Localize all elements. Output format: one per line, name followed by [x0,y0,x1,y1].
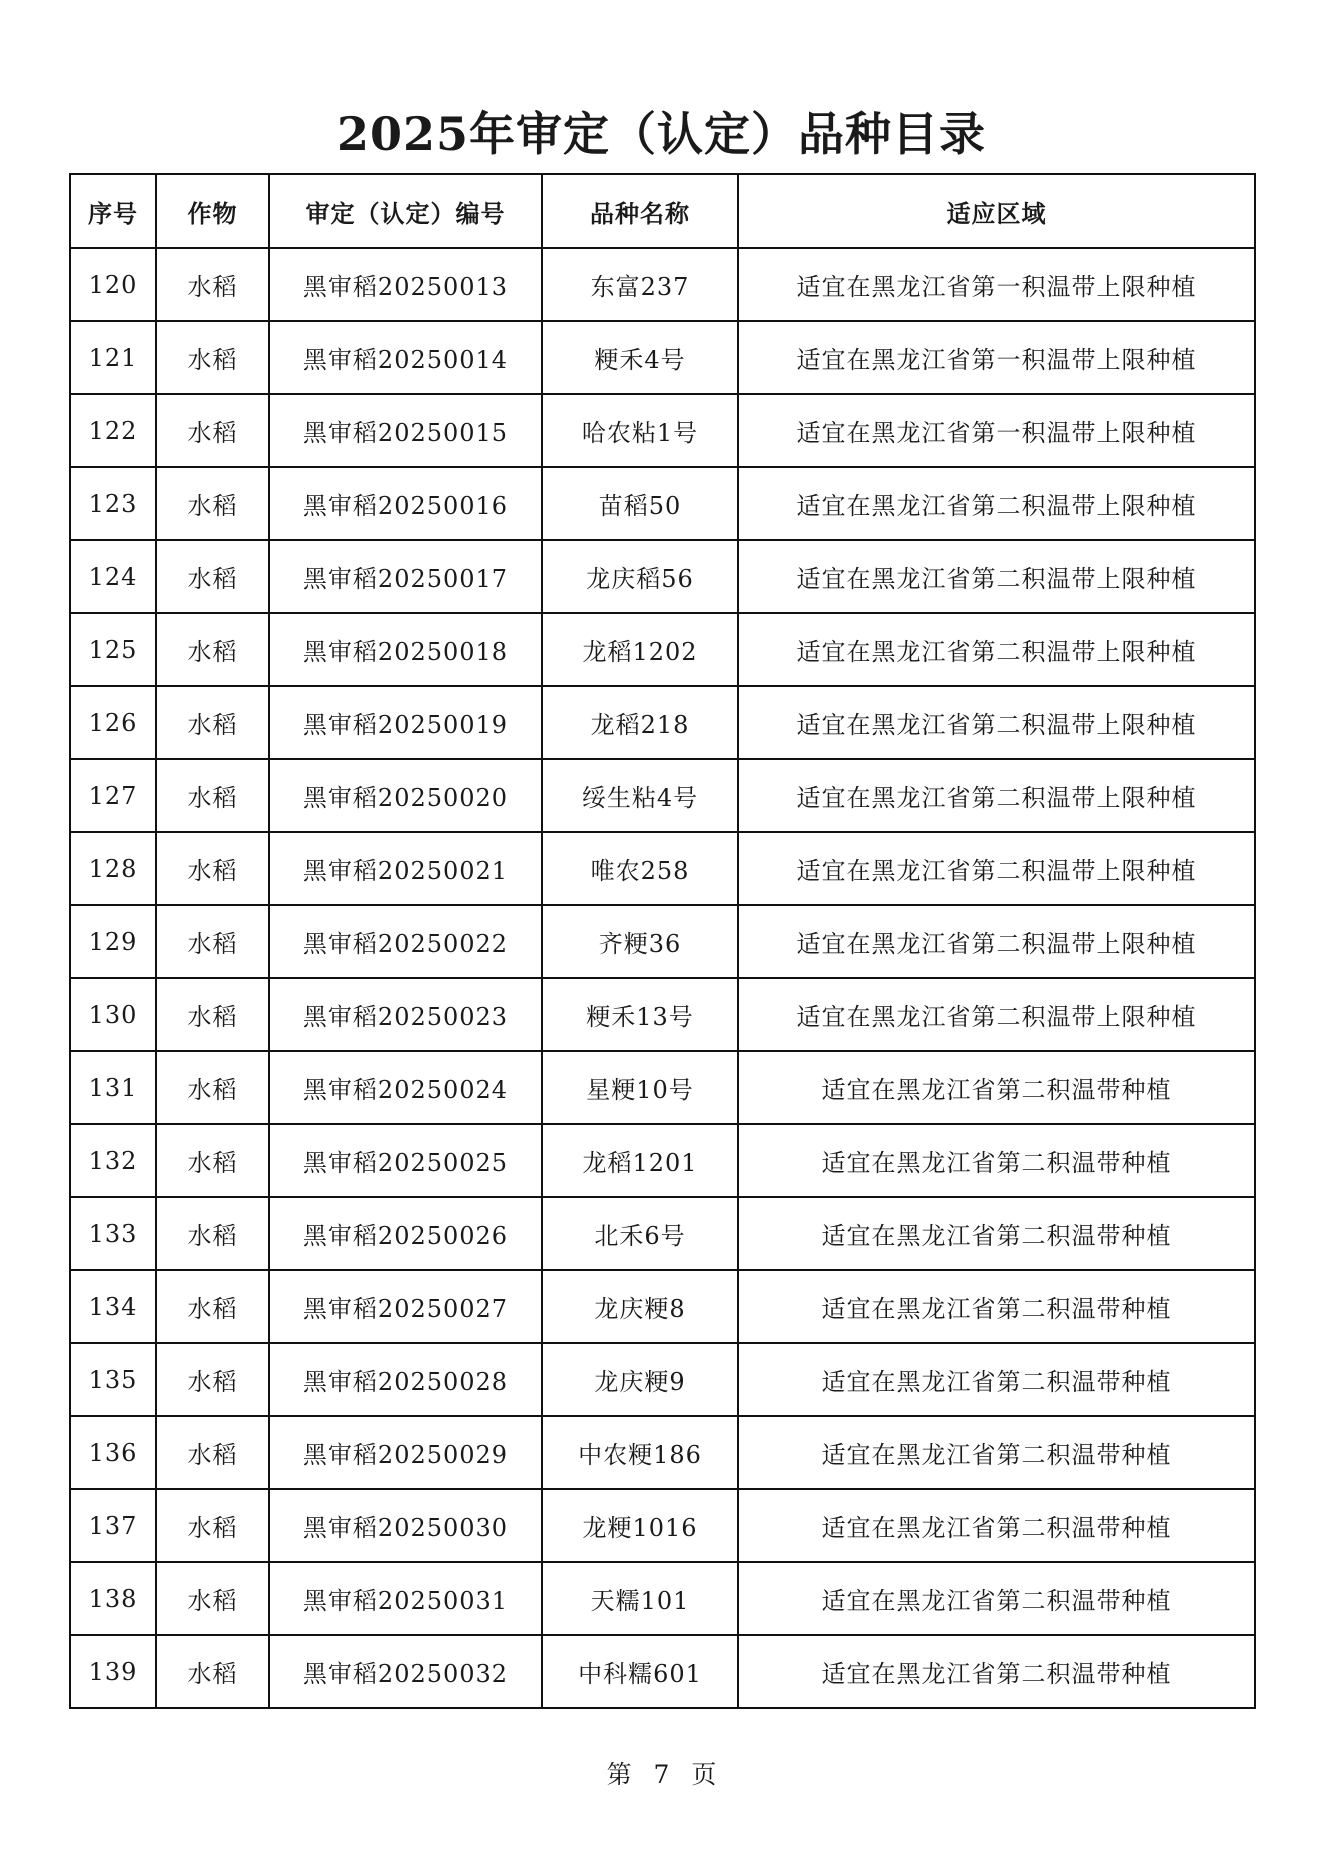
cell-serial-number: 120 [70,248,156,321]
cell-adaptation-area: 适宜在黑龙江省第二积温带种植 [738,1416,1255,1489]
cell-serial-number: 129 [70,905,156,978]
cell-approval-number: 黑审稻20250031 [269,1562,542,1635]
table-row [70,540,1255,613]
table-row [70,1635,1255,1708]
cell-variety-name: 粳禾13号 [542,978,738,1051]
cell-crop: 水稻 [156,1197,269,1270]
cell-serial-number: 132 [70,1124,156,1197]
cell-adaptation-area: 适宜在黑龙江省第二积温带上限种植 [738,832,1255,905]
cell-variety-name: 龙稻1201 [542,1124,738,1197]
cell-serial-number: 139 [70,1635,156,1708]
cell-approval-number: 黑审稻20250030 [269,1489,542,1562]
cell-variety-name: 绥生粘4号 [542,759,738,832]
cell-adaptation-area: 适宜在黑龙江省第二积温带种植 [738,1051,1255,1124]
table-row [70,1270,1255,1343]
cell-adaptation-area: 适宜在黑龙江省第二积温带种植 [738,1489,1255,1562]
cell-serial-number: 136 [70,1416,156,1489]
cell-approval-number: 黑审稻20250028 [269,1343,542,1416]
cell-crop: 水稻 [156,321,269,394]
table-row [70,1051,1255,1124]
cell-crop: 水稻 [156,540,269,613]
cell-serial-number: 137 [70,1489,156,1562]
cell-variety-name: 北禾6号 [542,1197,738,1270]
cell-serial-number: 123 [70,467,156,540]
table-row [70,759,1255,832]
cell-adaptation-area: 适宜在黑龙江省第一积温带上限种植 [738,321,1255,394]
cell-variety-name: 龙庆粳9 [542,1343,738,1416]
cell-crop: 水稻 [156,467,269,540]
page-footer-prefix: 第 [606,1760,632,1789]
cell-approval-number: 黑审稻20250021 [269,832,542,905]
table-row [70,613,1255,686]
cell-variety-name: 苗稻50 [542,467,738,540]
cell-adaptation-area: 适宜在黑龙江省第二积温带种植 [738,1197,1255,1270]
table-row [70,467,1255,540]
cell-serial-number: 121 [70,321,156,394]
cell-serial-number: 125 [70,613,156,686]
cell-crop: 水稻 [156,686,269,759]
table-row [70,1343,1255,1416]
cell-serial-number: 127 [70,759,156,832]
header-variety-name: 品种名称 [542,174,738,248]
cell-variety-name: 粳禾4号 [542,321,738,394]
cell-serial-number: 138 [70,1562,156,1635]
cell-variety-name: 哈农粘1号 [542,394,738,467]
header-row [70,174,1255,248]
table-row [70,905,1255,978]
cell-crop: 水稻 [156,1489,269,1562]
cell-variety-name: 中农粳186 [542,1416,738,1489]
cell-variety-name: 齐粳36 [542,905,738,978]
cell-variety-name: 龙庆稻56 [542,540,738,613]
cell-crop: 水稻 [156,1635,269,1708]
cell-variety-name: 星粳10号 [542,1051,738,1124]
table-row [70,1489,1255,1562]
cell-approval-number: 黑审稻20250015 [269,394,542,467]
cell-serial-number: 131 [70,1051,156,1124]
cell-serial-number: 126 [70,686,156,759]
cell-crop: 水稻 [156,1416,269,1489]
cell-approval-number: 黑审稻20250029 [269,1416,542,1489]
cell-adaptation-area: 适宜在黑龙江省第二积温带种植 [738,1124,1255,1197]
cell-serial-number: 124 [70,540,156,613]
cell-variety-name: 东富237 [542,248,738,321]
table-row [70,832,1255,905]
cell-serial-number: 122 [70,394,156,467]
cell-serial-number: 130 [70,978,156,1051]
table-row [70,1562,1255,1635]
cell-adaptation-area: 适宜在黑龙江省第二积温带种植 [738,1343,1255,1416]
cell-crop: 水稻 [156,1124,269,1197]
cell-approval-number: 黑审稻20250032 [269,1635,542,1708]
cell-approval-number: 黑审稻20250014 [269,321,542,394]
cell-adaptation-area: 适宜在黑龙江省第二积温带上限种植 [738,613,1255,686]
cell-adaptation-area: 适宜在黑龙江省第二积温带种植 [738,1562,1255,1635]
table-row [70,248,1255,321]
table-row [70,1197,1255,1270]
cell-serial-number: 134 [70,1270,156,1343]
cell-variety-name: 天糯101 [542,1562,738,1635]
cell-serial-number: 133 [70,1197,156,1270]
cell-variety-name: 龙庆粳8 [542,1270,738,1343]
cell-adaptation-area: 适宜在黑龙江省第一积温带上限种植 [738,394,1255,467]
cell-crop: 水稻 [156,978,269,1051]
cell-crop: 水稻 [156,613,269,686]
cell-variety-name: 唯农258 [542,832,738,905]
header-crop: 作物 [156,174,269,248]
cell-adaptation-area: 适宜在黑龙江省第二积温带上限种植 [738,540,1255,613]
table-row [70,1416,1255,1489]
page-title: 2025年审定（认定）品种目录 [336,107,987,161]
page-footer-suffix: 页 [691,1760,717,1789]
cell-adaptation-area: 适宜在黑龙江省第二积温带种植 [738,1635,1255,1708]
cell-variety-name: 中科糯601 [542,1635,738,1708]
cell-crop: 水稻 [156,905,269,978]
variety-catalog-table [69,173,1256,1709]
cell-approval-number: 黑审稻20250023 [269,978,542,1051]
cell-crop: 水稻 [156,1562,269,1635]
cell-crop: 水稻 [156,1051,269,1124]
cell-approval-number: 黑审稻20250027 [269,1270,542,1343]
cell-adaptation-area: 适宜在黑龙江省第二积温带上限种植 [738,686,1255,759]
cell-approval-number: 黑审稻20250017 [269,540,542,613]
cell-variety-name: 龙稻218 [542,686,738,759]
cell-variety-name: 龙稻1202 [542,613,738,686]
cell-approval-number: 黑审稻20250022 [269,905,542,978]
cell-variety-name: 龙粳1016 [542,1489,738,1562]
table-row [70,394,1255,467]
cell-crop: 水稻 [156,832,269,905]
cell-approval-number: 黑审稻20250019 [269,686,542,759]
header-approval-number: 审定（认定）编号 [269,174,542,248]
cell-crop: 水稻 [156,394,269,467]
cell-crop: 水稻 [156,248,269,321]
cell-adaptation-area: 适宜在黑龙江省第二积温带上限种植 [738,905,1255,978]
cell-crop: 水稻 [156,759,269,832]
cell-approval-number: 黑审稻20250016 [269,467,542,540]
table-row [70,978,1255,1051]
cell-approval-number: 黑审稻20250024 [269,1051,542,1124]
header-adaptation-area: 适应区域 [738,174,1255,248]
table-body [70,248,1255,1708]
cell-adaptation-area: 适宜在黑龙江省第二积温带种植 [738,1270,1255,1343]
cell-approval-number: 黑审稻20250018 [269,613,542,686]
table-row [70,1124,1255,1197]
cell-approval-number: 黑审稻20250026 [269,1197,542,1270]
cell-adaptation-area: 适宜在黑龙江省第二积温带上限种植 [738,467,1255,540]
cell-crop: 水稻 [156,1343,269,1416]
cell-approval-number: 黑审稻20250025 [269,1124,542,1197]
page-number: 7 [653,1760,670,1789]
table-row [70,321,1255,394]
table-header [70,174,1255,248]
header-serial-number: 序号 [70,174,156,248]
cell-serial-number: 135 [70,1343,156,1416]
cell-serial-number: 128 [70,832,156,905]
table-row [70,686,1255,759]
page-footer [0,1757,1323,1793]
cell-adaptation-area: 适宜在黑龙江省第二积温带上限种植 [738,759,1255,832]
cell-approval-number: 黑审稻20250020 [269,759,542,832]
cell-crop: 水稻 [156,1270,269,1343]
cell-adaptation-area: 适宜在黑龙江省第二积温带上限种植 [738,978,1255,1051]
cell-approval-number: 黑审稻20250013 [269,248,542,321]
cell-adaptation-area: 适宜在黑龙江省第一积温带上限种植 [738,248,1255,321]
